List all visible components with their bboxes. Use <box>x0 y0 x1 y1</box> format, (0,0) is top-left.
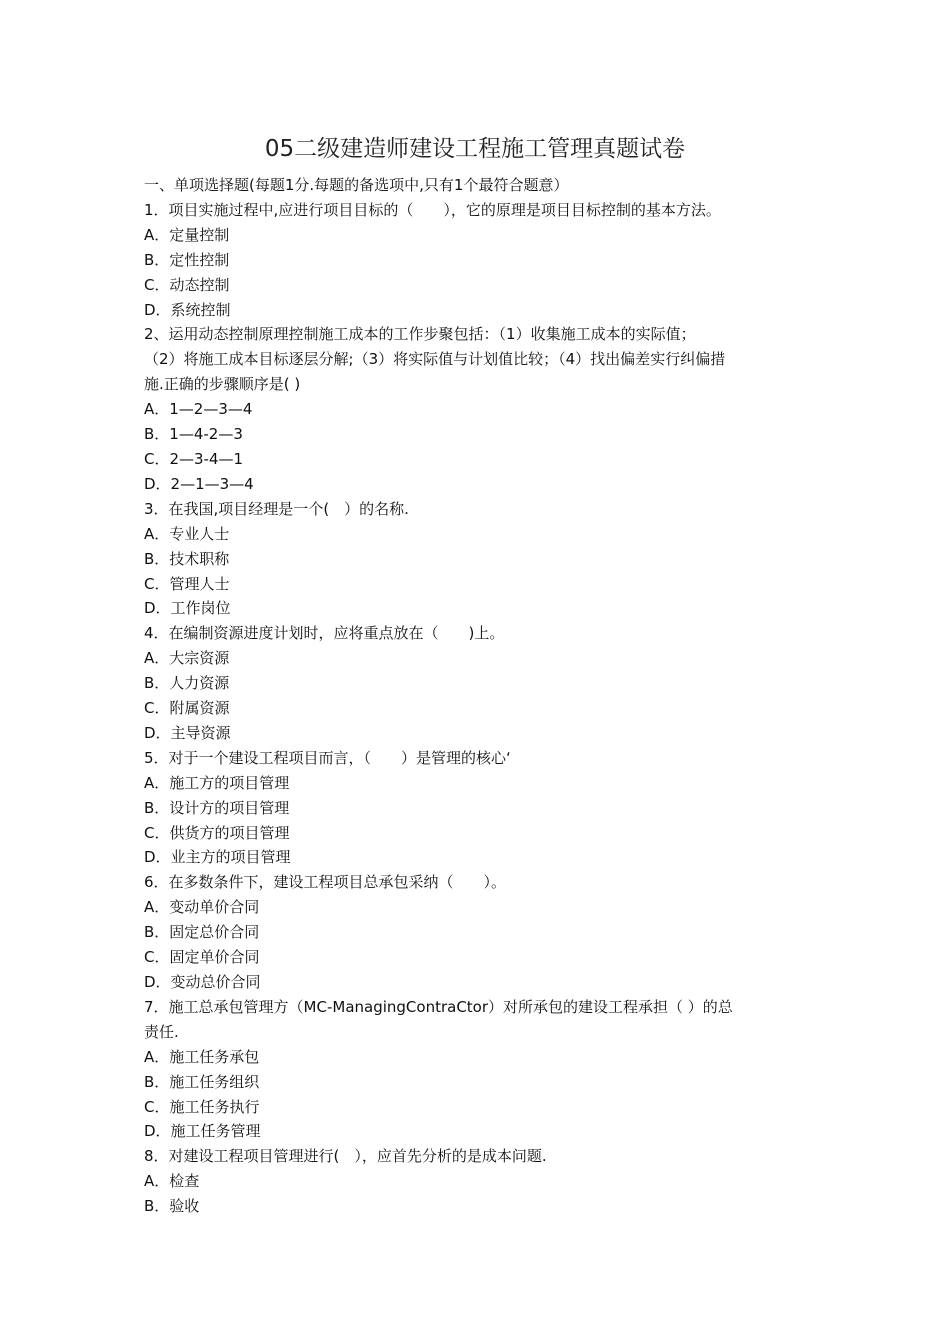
question-8 <box>144 1144 816 1219</box>
option-a: A．定量控制 <box>144 225 230 244</box>
option-a: A．施工方的项目管理 <box>144 773 290 792</box>
question-stem: 6．在多数条件下，建设工程项目总承包采纳（ ）。 <box>144 873 507 892</box>
question-1 <box>144 198 816 323</box>
question-stem: 4．在编制资源进度计划时，应将重点放在（ )上。 <box>144 624 505 643</box>
option-b: B．验收 <box>144 1197 200 1216</box>
question-5 <box>144 746 816 871</box>
document-body <box>144 173 816 1219</box>
question-stem: 1．项目实施过程中,应进行项目目标的（ ），它的原理是项目目标控制的基本方法。 <box>144 200 721 219</box>
option-a: A．专业人士 <box>144 524 230 543</box>
option-d: D．系统控制 <box>144 300 231 319</box>
option-b: B．设计方的项目管理 <box>144 798 290 817</box>
option-b: B．技术职称 <box>144 549 230 568</box>
option-d: D．2—1—3—4 <box>144 474 254 493</box>
option-b: B．定性控制 <box>144 250 230 269</box>
question-stem-line-3: 施.正确的步骤顺序是( ) <box>144 375 301 394</box>
question-stem: 8．对建设工程项目管理进行( ），应首先分析的是成本问题. <box>144 1147 547 1166</box>
option-b: B．固定总价合同 <box>144 923 260 942</box>
option-b: B．1—4-2—3 <box>144 425 243 444</box>
question-2 <box>144 322 816 496</box>
option-d: D．工作岗位 <box>144 599 231 618</box>
option-c: C．附属资源 <box>144 699 230 718</box>
question-stem: 3．在我国,项目经理是一个( ）的名称. <box>144 499 409 518</box>
section-heading: 一、单项选择题(每题1分.每题的备选项中,只有1个最符合题意） <box>144 176 569 194</box>
option-c: C．管理人士 <box>144 574 230 593</box>
option-d: D．变动总价合同 <box>144 973 261 991</box>
question-7 <box>144 995 816 1144</box>
option-d: D．主导资源 <box>144 723 231 742</box>
option-d: D．施工任务管理 <box>144 1122 261 1141</box>
question-stem-line-1: 7．施工总承包管理方（MC-ManagingContraCtor）对所承包的建设工程承担（ ）的总 <box>144 997 733 1016</box>
question-3 <box>144 497 816 622</box>
option-a: A．1—2—3—4 <box>144 400 253 419</box>
question-stem-line-2: （2）将施工成本目标逐层分解;（3）将实际值与计划值比较；（4）找出偏差实行纠偏措 <box>144 350 726 369</box>
question-stem-line-2: 责任. <box>144 1022 179 1041</box>
option-a: A．大宗资源 <box>144 649 230 668</box>
option-c: C．供货方的项目管理 <box>144 823 290 842</box>
option-c: C．2—3-4—1 <box>144 449 244 468</box>
option-c: C．动态控制 <box>144 275 230 294</box>
question-stem: 5．对于一个建设工程项目而言，（ ）是管理的核心‘ <box>144 748 511 767</box>
option-b: B．人力资源 <box>144 674 230 693</box>
option-a: A．施工任务承包 <box>144 1047 260 1066</box>
option-a: A．变动单价合同 <box>144 898 260 917</box>
option-b: B．施工任务组织 <box>144 1072 260 1091</box>
option-c: C．固定单价合同 <box>144 948 260 967</box>
option-c: C．施工任务执行 <box>144 1097 260 1116</box>
question-6 <box>144 870 816 995</box>
question-stem-line-1: 2、运用动态控制原理控制施工成本的工作步聚包括：（1）收集施工成本的实际值； <box>144 325 696 344</box>
question-4 <box>144 621 816 746</box>
option-d: D．业主方的项目管理 <box>144 848 291 867</box>
document-title: 05二级建造师建设工程施工管理真题试卷 <box>264 136 686 162</box>
option-a: A．检查 <box>144 1172 200 1191</box>
